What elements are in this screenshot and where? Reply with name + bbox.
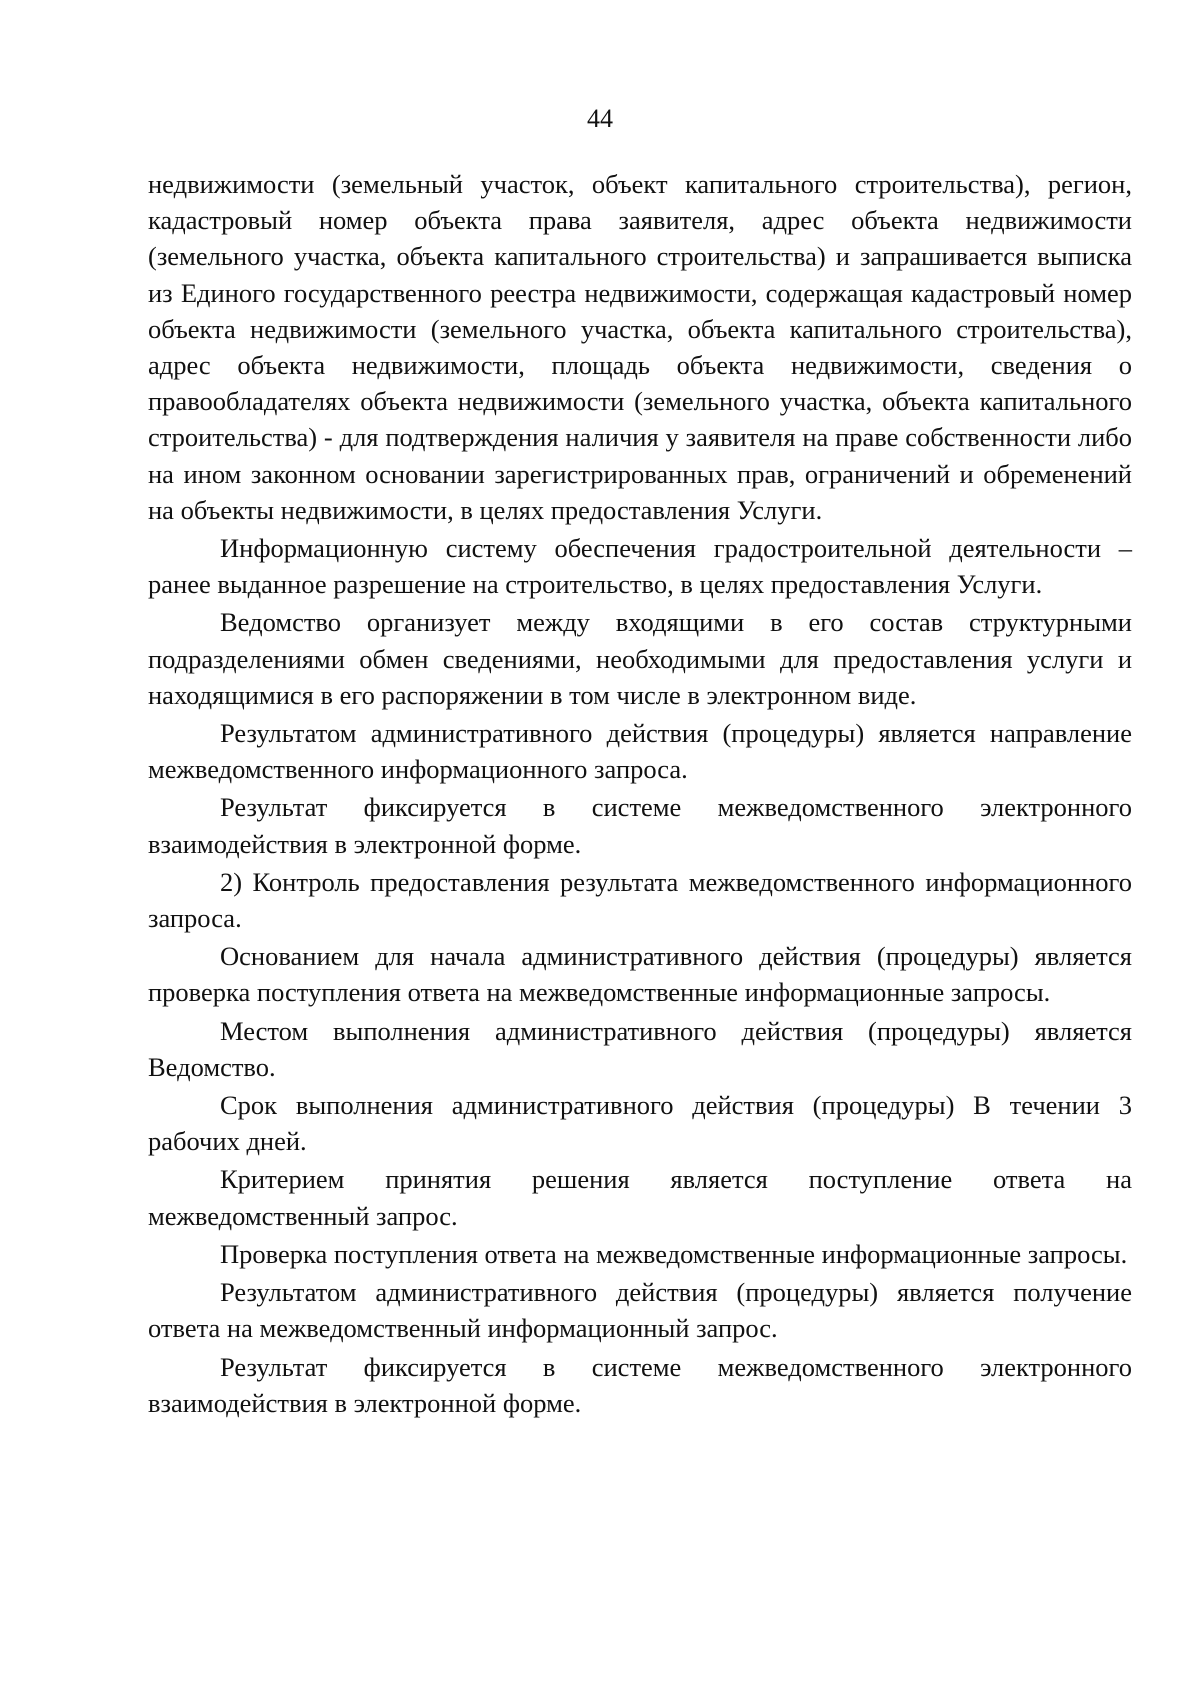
paragraph-term: Срок выполнения административного действия (процедуры) В течении 3 рабочих дней. [148,1090,1132,1157]
paragraph-internal-exchange: Ведомство организует между входящими в его состав структурными подразделениями обмен сведениями, необходимыми для предоставления услуги и находящимися в его распоряжении в том числе в электронном виде. [148,607,1132,710]
document-body [148,166,1132,1423]
paragraph-check: Проверка поступления ответа на межведомственные информационные запросы. [220,1238,1128,1269]
paragraph-criterion: Критерием принятия решения является поступление ответа на межведомственный запрос. [148,1164,1132,1231]
paragraph-place: Местом выполнения административного действия (процедуры) является Ведомство. [148,1015,1132,1082]
paragraph-basis: Основанием для начала административного действия (процедуры) является проверка поступления ответа на межведомственные информационные запросы. [148,941,1132,1008]
page-number: 44 [587,104,613,133]
paragraph-result-request: Результатом административного действия (процедуры) является направление межведомственного информационного запроса. [148,718,1132,785]
paragraph-urban-planning-system: Информационную систему обеспечения градостроительной деятельности – ранее выданное разрешение на строительство, в целях предоставления Услуги. [148,533,1132,600]
paragraph-result-response: Результатом административного действия (процедуры) является получение ответа на межведомственный информационный запрос. [148,1277,1132,1344]
paragraph-result-recorded-final: Результат фиксируется в системе межведомственного электронного взаимодействия в электронной форме. [148,1351,1132,1418]
paragraph-control-heading: 2) Контроль предоставления результата межведомственного информационного запроса. [148,866,1132,934]
paragraph-egrn-request: недвижимости (земельный участок, объект капитального строительства), регион, кадастровый номер объекта права заявителя, адрес объекта недвижимости (земельного участка, объекта капитального строительства) и запрашивается выписка из Единого государственного реестра недвижимости, содержащая кадастровый номер объекта недвижимости (земельного участка, объекта капитального строительства), адрес объекта недвижимости, площадь объекта недвижимости, сведения о правообладателях объекта недвижимости (земельного участка, объекта капитального строительства) - для подтверждения наличия у заявителя на праве собственности либо на ином законном основании зарегистрированных прав, ограничений и обременений на объекты недвижимости, в целях предоставления Услуги. [148,169,1132,525]
paragraph-result-recorded: Результат фиксируется в системе межведомственного электронного взаимодействия в электронной форме. [148,792,1132,859]
